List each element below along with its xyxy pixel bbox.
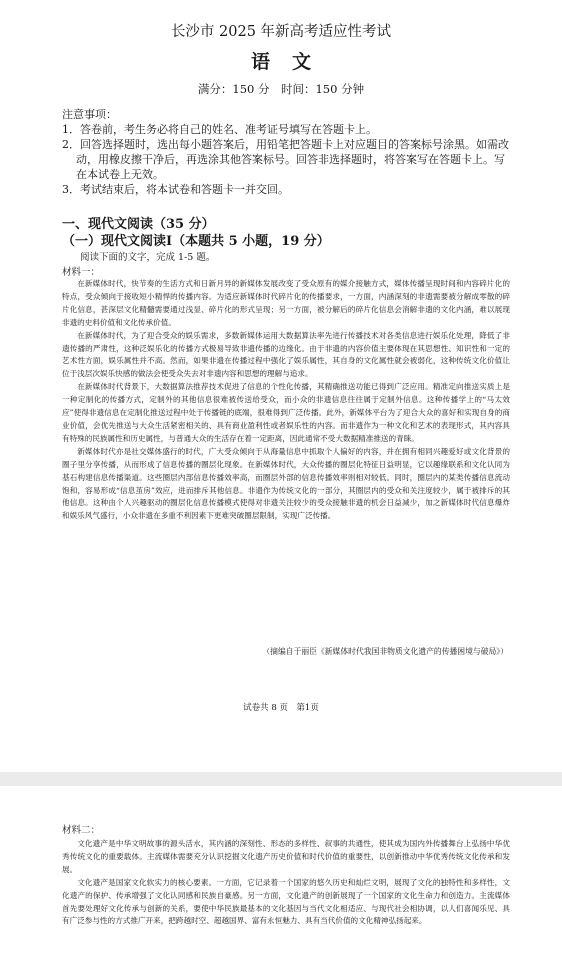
notice-item-3: 3．考试结束后，将本试卷和答题卡一并交回。 <box>62 183 289 196</box>
notice-item-2: 2．回答选择题时，选出每小题答案后，用铅笔把答题卡上对应题目的答案标号涂黑。如需改动，用橡皮擦干净后，再选涂其他答案标号。回答非选择题时，将答案写在答题卡上。写在本试卷上无效。 <box>62 138 509 181</box>
material-1-text <box>62 278 510 523</box>
material-1-source: （摘编自于丽臣《新媒体时代我国非物质文化遗产的传播困境与破局》） <box>262 647 508 656</box>
section-heading: 一、现代文阅读（35 分） <box>62 217 215 232</box>
notice-list <box>62 122 510 197</box>
subject-title: 语文 <box>250 51 333 73</box>
material-1-paragraph: 在新媒体时代，为了迎合受众的娱乐需求，多数新媒体运用大数据算法率先进行传播技术对各类信息进行娱乐化处理，降低了非遗传播的严肃性，这种泛娱乐化的传播方式极易导致非遗传播的边缘化。由于非遗的内容价值主要体现在其思想性、知识性和一定的艺术性方面，娱乐属性并不高。然而，如果非遗在传播过程中强化了娱乐属性，其自身的文化属性就会被弱化，这种传统文化价值让位于浅层次娱乐快感的做法会使受众失去对非遗内容和思想的理解与追求。 <box>62 330 510 379</box>
subsection-heading: （一）现代文阅读Ⅰ（本题共 5 小题，19 分） <box>62 234 330 249</box>
reading-instruction: 阅读下面的文字，完成 1-5 题。 <box>80 252 216 263</box>
material-1-paragraph: 新媒体时代亦是社交媒体盛行的时代，广大受众倾向于从海量信息中抓取个人偏好的内容，并在拥有相同兴趣爱好或文化背景的圈子里分享传播，从而形成了信息传播的圈层化现象。在新媒体时代，大众传播的圈层化特征日益明显，它以趣缘联系和文化认同为基石构建信息传播渠道。这些圈层内部信息传播效率高，而圈层外部的信息传播效率则相对较低。同时，圈层内的某类传播信息流动饱和，容易形成“信息茧房”效应，进而排斥其他信息。非遗作为传统文化的一部分，其圈层内的受众和关注度较少，属于被排斥的其他信息。这种由个人兴趣驱动的圈层化信息传播模式使得对非遗关注较少的受众接触非遗的机会日益减少，加之新媒体时代信息爆炸和娱乐风气盛行，小众非遗在多重不利因素下更难突破圈层限制，实现广泛传播。 <box>62 446 510 521</box>
score-time-line: 满分：150 分 时间：150 分钟 <box>197 82 365 96</box>
material-2-text <box>62 838 510 928</box>
material-2-paragraph: 文化遗产是中华文明故事的源头活水，其内涵的深刻性、形态的多样性、叙事的共通性，使其成为国内外传播舞台上弘扬中华优秀传统文化的重要载体。主流媒体需要充分认识挖掘文化遗产历史价值和时代价值的重要性，以创新推动中华优秀传统文化传承和发展。 <box>62 839 510 874</box>
material-1-paragraph: 在新媒体时代，快节奏的生活方式和日新月异的新媒体发展改变了受众原有的媒介接触方式，媒体传播呈现时间和内容碎片化的特点，受众倾向于接收短小精悍的传播内容。为适应新媒体时代碎片化的传播要求，一方面，内涵深刻的非遗需要被分解成零散的碎片化信息，甚深层文化精髓需要通过浅显、碎片化的形式呈现；另一方面，被分解后的碎片化信息会消解非遗的文化内涵，难以展现非遗的史料价值和文化传承价值。 <box>62 279 510 327</box>
exam-page-2 <box>0 786 562 960</box>
notice-title: 注意事项： <box>62 108 117 121</box>
material-2-paragraph: 文化遗产是国家文化软实力的核心要素。一方面，它记录着一个国家的悠久历史和灿烂文明，展现了文化的独特性和多样性，文化遗产的保护、传承增强了文化认同感和民族自豪感。另一方面，文化遗产的创新展现了一个国家的文化生命力和创造力。主流媒体首先要处理好文化传承与创新的关系，要使中华民族最基本的文化基因与当代文化相适应、与现代社会相协调，以人们喜闻乐见、具有广泛参与性的方式推广开来，把跨越时空、超越国界、富有永恒魅力、具有当代价值的文化精神弘扬起来。 <box>62 877 510 926</box>
material-1-label: 材料一： <box>62 267 101 278</box>
material-1-paragraph: 在新媒体时代背景下，大数据算法推荐技术促进了信息的个性化传播，其精确推送功能已得到广泛应用。精准定向推送实质上是一种定制化的传播方式，定制外的其他信息很难被传送给受众，而小众的非遗信息往往属于定制外信息。这种传播学上的“马太效应”使得非遗信息在定制化推送过程中处于传播链的底端，很难得到广泛传播。此外，新媒体平台为了迎合大众的喜好和实现自身的商业价值，会优先推送与大众生活紧密相关的、具有商业盈利性或者娱乐性的内容。而非遗作为一种文化和艺术的表现形式，其内容具有特殊的民族属性和历史属性，与普通大众的生活存在着一定距离，因此通常不受大数据精准推送的青睐。 <box>62 382 510 443</box>
notice-item-1: 1．答卷前，考生务必将自己的姓名、准考证号填写在答题卡上。 <box>62 123 377 136</box>
exam-title: 长沙市 2025 年新高考适应性考试 <box>170 24 392 40</box>
material-2-label: 材料二： <box>62 825 101 836</box>
page-footer: 试卷共 8 页 第1页 <box>243 703 319 713</box>
